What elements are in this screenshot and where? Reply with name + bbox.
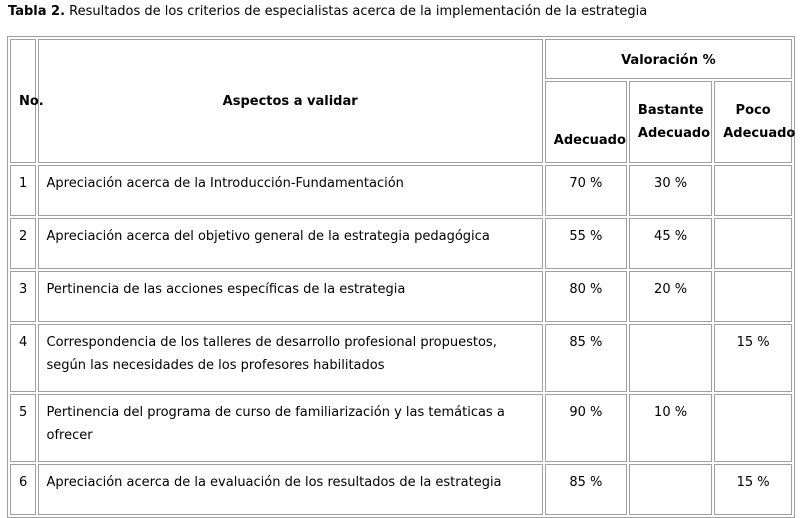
cell-aspect: Pertinencia del programa de curso de familiarización y las temáticas a ofrecer [38,394,543,462]
cell-no: 3 [10,271,36,322]
cell-adecuado: 55 % [545,218,627,269]
cell-adecuado: 85 % [545,324,627,392]
table-row [10,218,792,269]
header-aspects: Aspectos a validar [38,39,543,163]
cell-adecuado: 70 % [545,165,627,216]
header-poco-line2: Adecuado [723,126,796,141]
caption-label: Tabla 2. [8,4,66,19]
table-row [10,165,792,216]
cell-aspect: Pertinencia de las acciones específicas de la estrategia [38,271,543,322]
cell-aspect: Apreciación acerca del objetivo general de la estrategia pedagógica [38,218,543,269]
cell-adecuado: 80 % [545,271,627,322]
cell-bastante [629,464,712,515]
header-valoracion: Valoración % [545,39,792,79]
cell-poco [714,394,792,462]
table-row [10,271,792,322]
cell-aspect: Apreciación acerca de la evaluación de los resultados de la estrategia [38,464,543,515]
cell-bastante: 10 % [629,394,712,462]
cell-no: 2 [10,218,36,269]
header-adecuado: Adecuado [545,81,627,163]
header-no: No. [10,39,36,163]
header-row-top [10,39,792,79]
table-caption [8,4,647,20]
header-poco-line1: Poco [735,103,771,118]
table-row [10,394,792,462]
table-row [10,464,792,515]
caption-text: Resultados de los criterios de especialistas acerca de la implementación de la estrategia [65,4,648,19]
cell-no: 1 [10,165,36,216]
table-row [10,324,792,392]
header-poco-adecuado [714,81,796,163]
cell-poco [714,218,792,269]
cell-poco: 15 % [714,464,792,515]
cell-bastante [629,324,712,392]
header-bastante-adecuado [629,81,712,163]
cell-poco [714,165,792,216]
cell-poco: 15 % [714,324,792,392]
cell-no: 6 [10,464,36,515]
cell-bastante: 30 % [629,165,712,216]
cell-poco [714,271,792,322]
cell-adecuado: 90 % [545,394,627,462]
cell-bastante: 45 % [629,218,712,269]
results-table [7,36,795,518]
header-bastante-line1: Bastante [637,103,704,118]
cell-bastante: 20 % [629,271,712,322]
cell-adecuado: 85 % [545,464,627,515]
header-bastante-line2: Adecuado [637,126,711,141]
cell-aspect: Apreciación acerca de la Introducción-Fundamentación [38,165,543,216]
cell-no: 4 [10,324,36,392]
cell-no: 5 [10,394,36,462]
cell-aspect: Correspondencia de los talleres de desarrollo profesional propuestos, según las necesidades de los profesores habilitados [38,324,543,392]
